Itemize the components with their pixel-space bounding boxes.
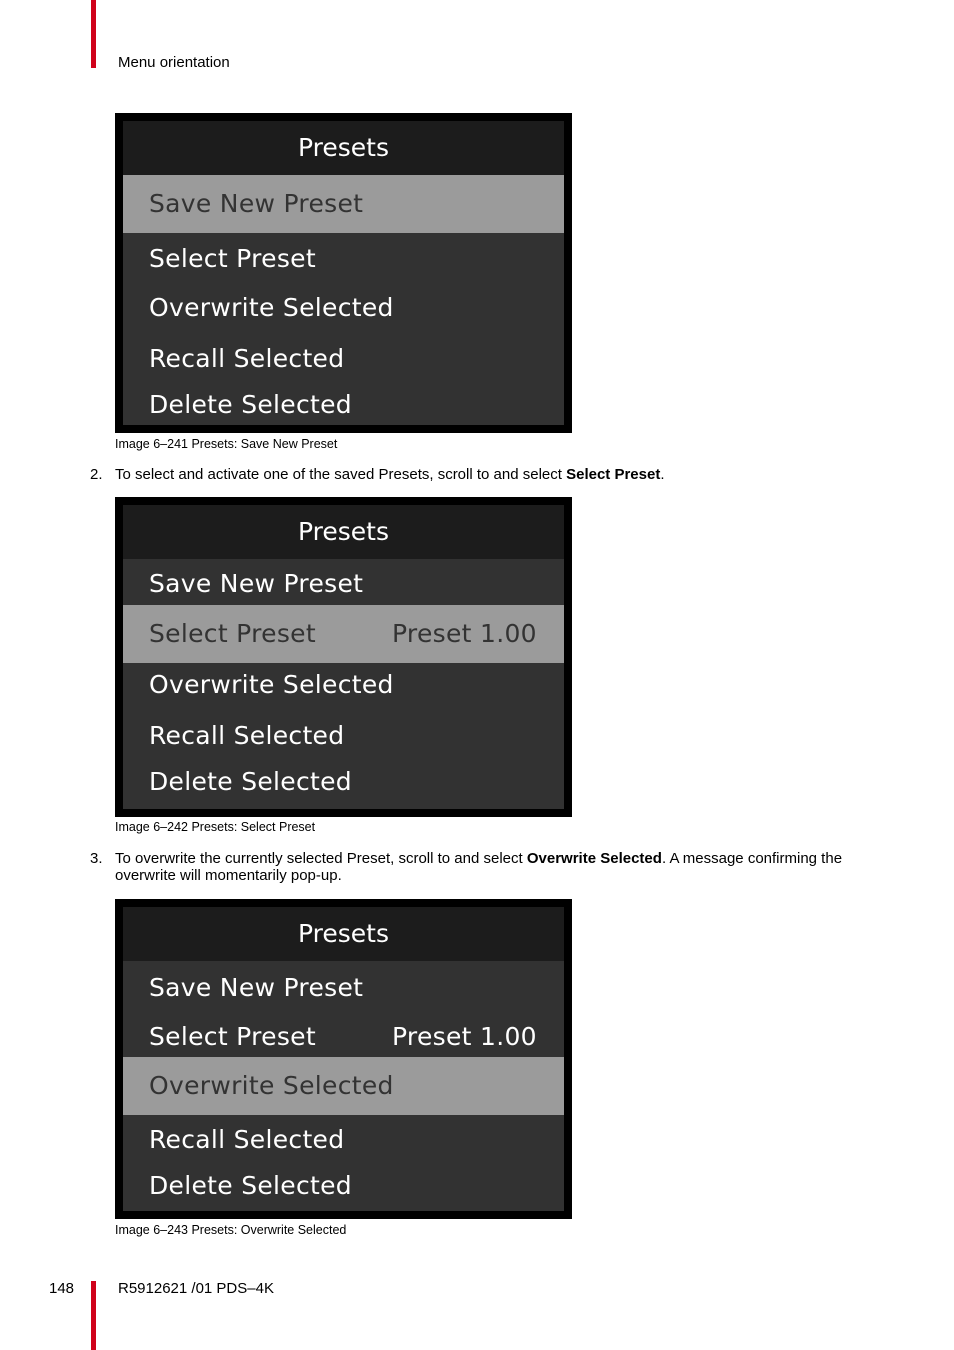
section-title: Menu orientation [118,54,230,71]
menu-title: Presets [123,121,564,175]
menu-item-overwrite-selected[interactable] [123,660,564,710]
step-text: To overwrite the currently selected Preset, scroll to and select Overwrite Selected. A message confirming the overwrite will momentarily pop-up. [115,850,843,884]
menu-item-select-preset[interactable] [123,1012,564,1062]
step-emphasis: Select Preset [566,466,661,483]
footer-accent-bar [91,1281,96,1350]
menu-item-label: Delete Selected [149,390,352,419]
menu-item-label: Delete Selected [149,1171,352,1200]
menu-item-delete-selected[interactable] [123,380,564,430]
figure-caption: Image 6–243 Presets: Overwrite Selected [115,1223,347,1237]
presets-screen [115,113,572,433]
menu-item-overwrite-selected[interactable] [123,283,564,333]
menu-item-label: Select Preset [149,244,316,273]
menu-title: Presets [123,907,564,961]
presets-screen [115,497,572,817]
menu-item-value: Preset 1.00 [392,619,537,648]
presets-menu [123,907,564,1211]
presets-menu [123,505,564,809]
header-accent-bar [91,0,96,68]
menu-item-label: Recall Selected [149,344,345,373]
menu-item-label: Recall Selected [149,721,345,750]
figure-caption: Image 6–242 Presets: Select Preset [115,820,316,834]
menu-item-save-new-preset[interactable] [123,559,564,609]
menu-item-recall-selected[interactable] [123,711,564,761]
presets-screen [115,899,572,1219]
menu-item-value: Preset 1.00 [392,1022,537,1051]
menu-item-delete-selected[interactable] [123,757,564,807]
menu-item-label: Overwrite Selected [149,293,394,322]
figure-caption: Image 6–241 Presets: Save New Preset [115,437,338,451]
menu-item-label: Select Preset [149,619,316,648]
menu-item-select-preset[interactable] [123,605,564,663]
document-id: R5912621 /01 PDS–4K [118,1280,274,1297]
menu-item-label: Delete Selected [149,767,352,796]
menu-item-recall-selected[interactable] [123,1115,564,1165]
menu-title: Presets [123,505,564,559]
presets-menu [123,121,564,425]
menu-item-label: Save New Preset [149,973,364,1002]
menu-item-overwrite-selected[interactable] [123,1057,564,1115]
menu-item-save-new-preset[interactable] [123,175,564,233]
step-number: 3. [90,850,103,867]
step-emphasis: Overwrite Selected [526,850,662,867]
step-text: To select and activate one of the saved Presets, scroll to and select Select Preset. [115,466,665,483]
menu-item-delete-selected[interactable] [123,1161,564,1211]
page-number: 148 [49,1280,75,1297]
menu-item-label: Save New Preset [149,189,364,218]
menu-item-label: Select Preset [149,1022,316,1051]
menu-item-recall-selected[interactable] [123,334,564,384]
menu-item-label: Overwrite Selected [149,670,394,699]
step-number: 2. [90,466,103,483]
menu-item-label: Save New Preset [149,569,364,598]
menu-item-label: Recall Selected [149,1125,345,1154]
menu-item-label: Overwrite Selected [149,1071,394,1100]
menu-item-select-preset[interactable] [123,234,564,284]
menu-item-save-new-preset[interactable] [123,963,564,1013]
